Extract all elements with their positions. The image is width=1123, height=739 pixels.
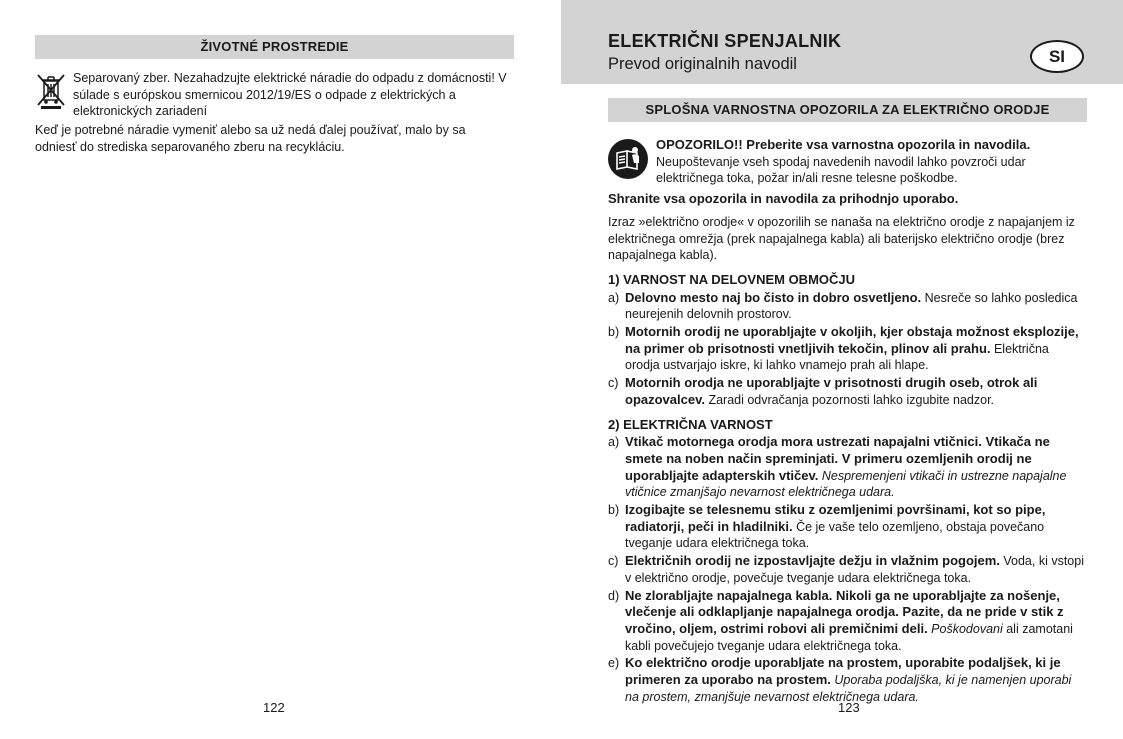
item-bold-text: Ne zlorabljajte napajalnega kabla. Nikoli ga ne uporabljajte za nošenje, vlečenje ali odklapljanje napajalnega orodja. Pazite, da ne pride v stik z vročino, oljem, ostrimi robovi ali premičnimi deli. — [625, 587, 1064, 636]
right-page — [561, 0, 1123, 739]
list-item — [608, 502, 1086, 552]
item-label: c) — [608, 554, 619, 569]
warning-title: OPOZORILO!! Preberite vsa varnostna opozorila in navodila. — [656, 137, 1031, 152]
item-bold-text: Delovno mesto naj bo čisto in dobro osvetljeno. — [625, 289, 922, 305]
language-badge: SI — [1030, 40, 1084, 73]
recycling-paragraph: Keď je potrebné náradie vymeniť alebo sa už nedá ďalej používať, malo by sa odniesť do strediska separovaného zberu na recykláciu. — [35, 123, 466, 154]
item-tail-text: ali zamotani kabli povečujejo tveganje udara električnega toka. — [625, 621, 1073, 653]
warning-text: Neupoštevanje vseh spodaj navedenih navodil lahko povzroči udar električnega toka, požar in/ali resne telesne poškodbe. — [656, 154, 1026, 186]
item-bold-text: Motornih orodij ne uporabljajte v okoljih, kjer obstaja možnost eksplozije, na primer ob prisotnosti vnetljivih tekočin, plinov ali prahu. — [625, 324, 1079, 356]
item-text: Če je vaše telo ozemljeno, obstaja povečano tveganje udara električnega toka. — [625, 519, 1045, 551]
section-header-environment: ŽIVOTNÉ PROSTREDIE — [35, 35, 514, 59]
item-italic-text: Uporaba podaljška, ki je namenjen uporabi na prostem, zmanjšuje nevarnost električnega udara. — [625, 673, 1072, 704]
keep-instructions-notice: Shranite vsa opozorila in navodila za prihodnjo uporabo. — [608, 191, 959, 207]
page-number-left: 122 — [263, 700, 285, 715]
item-label: a) — [608, 290, 620, 305]
item-label: c) — [608, 376, 619, 391]
item-text: Nesreče so lahko posledica neurejenih delovnih prostorov. — [625, 290, 1078, 322]
definition-paragraph: Izraz »električno orodje« v opozorilih se nanaša na električno orodje z napajanjem iz električnega omrežja (prek napajalnega kabla) ali baterijsko električno orodje (brez napajalnega kabla). — [608, 214, 1075, 263]
item-bold-text: Vtikač motornega orodja mora ustrezati napajalni vtičnici. Vtikača ne smete na noben način spreminjati. V primeru ozemljenih orodij ne uporabljajte adapterskih vtičev. — [625, 434, 1050, 483]
left-page — [0, 0, 561, 739]
item-italic-text: Poškodovani — [931, 621, 1003, 636]
item-label: d) — [608, 588, 620, 603]
item-text: Električna orodja ustvarjajo iskre, ki lahko vnamejo prah ali hlape. — [625, 341, 1049, 373]
item-text: Zaradi odvračanja pozornosti lahko izgubite nadzor. — [704, 392, 995, 407]
title-header — [561, 0, 1123, 84]
list-item — [608, 588, 1086, 655]
page-title: ELEKTRIČNI SPENJALNIK — [608, 31, 842, 51]
item-bold-text: Ko električno orodje uporabljate na prostem, uporabite podaljšek, ki je primeren za uporabo na prostem. — [625, 655, 1061, 688]
section-title-work-area: 1) VARNOST NA DELOVNEM OBMOČJU — [608, 271, 856, 287]
list-item — [608, 324, 1086, 374]
item-italic-text: Nespremenjeni vtikači in ustrezne napajalne vtičnice zmanjšajo nevarnost električnega udara. — [625, 468, 1067, 500]
page-number-right: 123 — [838, 700, 860, 715]
crossed-bin-icon — [35, 72, 67, 110]
item-bold-text: Izogibajte se telesnemu stiku z ozemljenimi površinami, kot so pipe, radiatorji, peči in hladilniki. — [625, 502, 1046, 534]
item-label: b) — [608, 503, 620, 518]
read-manual-icon — [608, 139, 648, 179]
weee-text: Separovaný zber. Nezahadzujte elektrické náradie do odpadu z domácnosti! V súlade s európskou smernicou 2012/19/ES o odpade z elektrických a elektronických zariadení — [73, 71, 507, 118]
item-text: Voda, ki vstopi v električno orodje, povečuje tveganje udara električnega toka. — [625, 554, 1084, 585]
item-label: a) — [608, 435, 620, 450]
list-item — [608, 290, 1086, 323]
section-title-electrical-safety: 2) ELEKTRIČNA VARNOST — [608, 416, 773, 432]
item-bold-text: Električnih orodij ne izpostavljajte dežju in vlažnim pogojem. — [625, 553, 1000, 569]
list-item — [608, 375, 1086, 408]
page-subtitle: Prevod originalnih navodil — [608, 55, 797, 73]
list-item — [608, 434, 1086, 501]
item-bold-text: Motornih orodja ne uporabljajte v prisotnosti drugih oseb, otrok ali opazovalcev. — [625, 375, 1038, 407]
item-label: e) — [608, 656, 620, 671]
safety-content — [608, 137, 1086, 706]
warning-block — [608, 137, 1086, 187]
list-item — [608, 655, 1086, 705]
list-item — [608, 553, 1086, 586]
section-header-safety: SPLOŠNA VARNOSTNA OPOZORILA ZA ELEKTRIČNO ORODJE — [608, 98, 1087, 122]
item-label: b) — [608, 325, 620, 340]
